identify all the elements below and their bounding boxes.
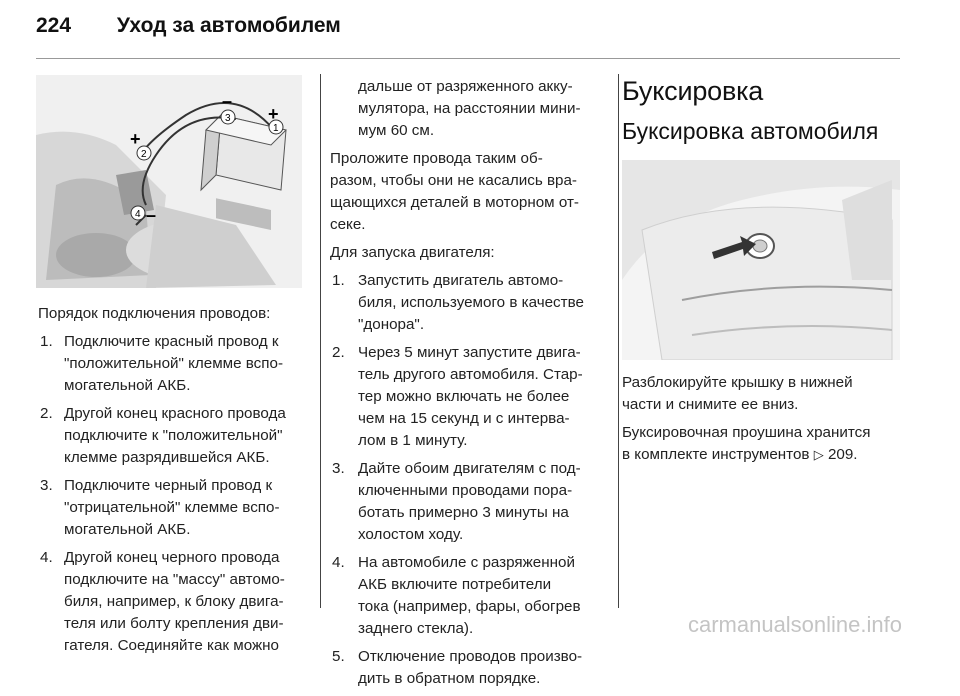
column-divider-left [320, 74, 321, 608]
start-steps [330, 270, 614, 690]
jump-start-illustration [36, 75, 302, 288]
right-column [622, 372, 912, 472]
list-item: 1. Запустить двигатель автомо- биля, используемого в качестве "донора". [332, 272, 584, 333]
towing-eye-paragraph: Буксировочная проушина хранится в комплекте инструментов ▷ 209. [622, 424, 871, 463]
list-item: 3. Дайте обоим двигателям с под- ключенными проводами пора- ботать примерно 3 минуты на холостом ходу. [332, 460, 581, 543]
minus-label-donor: – [222, 91, 233, 111]
watermark: carmanualsonline.info [687, 612, 902, 637]
callout-3: 3 [225, 113, 231, 124]
list-item: 5. Отключение проводов произво- дить в обратном порядке. [332, 648, 583, 687]
connection-steps [38, 331, 314, 657]
plus-label-flat: + [130, 129, 141, 149]
list-item: 2. Другой конец красного провода подключите к "положительной" клемме разрядившейся АКБ. [40, 405, 286, 466]
reference-arrow-icon: ▷ [813, 447, 824, 462]
page-header [36, 14, 341, 38]
callout-4: 4 [135, 209, 141, 220]
page-reference[interactable]: 209. [823, 446, 858, 463]
callout-2: 2 [141, 149, 147, 160]
plus-label-donor: + [268, 104, 279, 124]
continued-paragraph: дальше от разряженного акку- мулятора, на расстоянии мини- мум 60 см. [358, 78, 581, 139]
routing-paragraph: Проложите провода таким об- разом, чтобы они не касались вра- щающихся деталей в моторном от- секе. [330, 150, 579, 233]
left-column [38, 303, 314, 663]
page-title: Уход за автомобилем [116, 14, 341, 37]
list-item: 3. Подключите черный провод к "отрицательной" клемме вспо- могательной АКБ. [40, 477, 280, 538]
column-divider-right [618, 74, 619, 608]
minus-label-ground: – [146, 205, 157, 225]
bumper-diagram [622, 160, 900, 360]
connection-intro: Порядок подключения проводов: [38, 305, 271, 322]
list-item: 4. Другой конец черного провода подключите на "массу" автомо- биля, например, к блоку двига- теля или болту крепления дви- гателя. Соединяйте как можно [40, 549, 285, 654]
towing-eye-cover-illustration [622, 160, 900, 360]
list-item: 4. На автомобиле с разряженной АКБ включите потребители тока (например, фары, обогрев заднего стекла). [332, 554, 581, 637]
subsection-heading: Буксировка автомобиля [622, 118, 879, 144]
start-intro: Для запуска двигателя: [330, 244, 495, 261]
jump-start-diagram [36, 75, 302, 288]
callout-1: 1 [273, 123, 279, 134]
middle-column [330, 76, 614, 696]
page-number: 224 [36, 14, 72, 37]
unlock-cover-paragraph: Разблокируйте крышку в нижней части и снимите ее вниз. [622, 374, 853, 413]
header-rule [36, 58, 900, 59]
list-item: 2. Через 5 минут запустите двига- тель другого автомобиля. Стар- тер можно включать не более чем на 15 секунд и с интерва- лом в 1 минуту. [332, 344, 583, 449]
list-item: 1. Подключите красный провод к "положительной" клемме вспо- могательной АКБ. [40, 333, 284, 394]
section-heading: Буксировка [622, 76, 764, 106]
